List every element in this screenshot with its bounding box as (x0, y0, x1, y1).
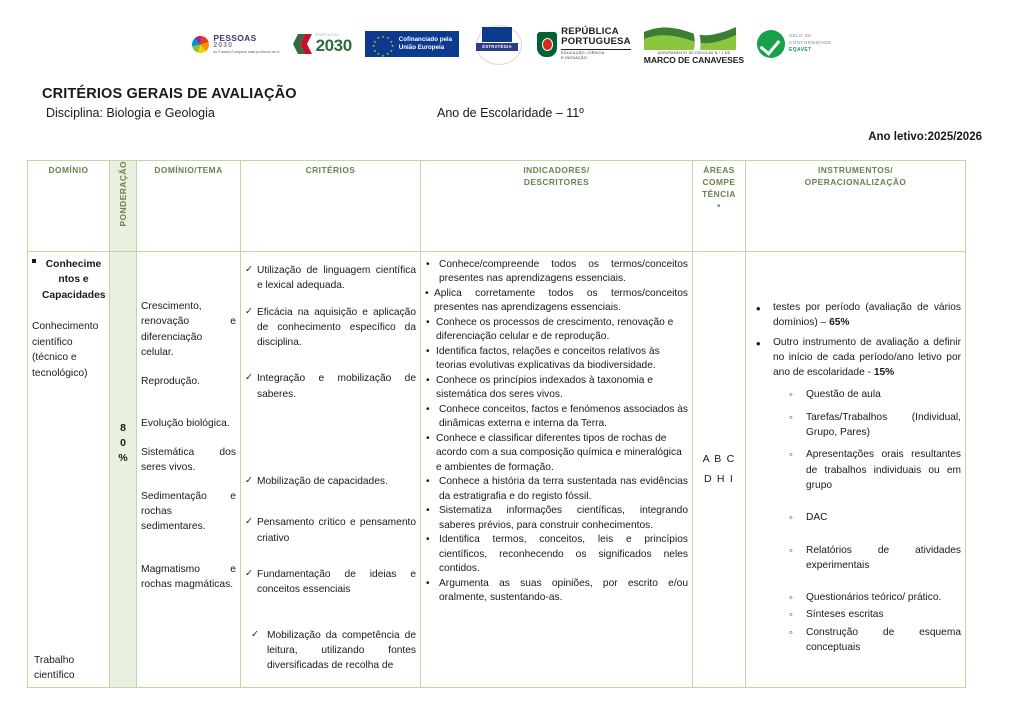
cell-dominio (28, 252, 110, 688)
table-header-row (28, 161, 966, 252)
instrumento-subitem: ◦ Construção de esquema conceptuais (773, 625, 961, 656)
tema-item: Magmatismo e rochas magmáticas. (141, 563, 236, 591)
indicador-item: • Conhece a história da terra sustentada nas evidências da estratigrafia e do registo fóssil. (425, 475, 688, 504)
column-header-indicadores (421, 161, 693, 252)
criterio-text: Mobilização da competência de leitura, utilizando fontes diversificadas de recolha de (266, 629, 416, 672)
criterio-text: Mobilização de capacidades. (256, 476, 388, 488)
portugal2030-big-label: 2030 (315, 36, 352, 56)
academic-year-label: Ano letivo:2025/2026 (868, 131, 982, 143)
logo-european-union (365, 31, 459, 58)
republica-shield-icon (537, 32, 557, 57)
checkmark-icon: ✓ (245, 516, 253, 528)
logo-strip (0, 16, 1024, 72)
instrumento-subitem: ◦ DAC (773, 510, 961, 525)
instrumento-text: testes por período (avaliação de vários domínios) – (773, 302, 961, 329)
agrupamento-hills-icon (644, 24, 736, 50)
logo-pessoas-2030 (192, 34, 279, 54)
criteria-table (27, 160, 966, 688)
criterio-item (245, 628, 416, 674)
checkmark-icon: ✓ (245, 264, 253, 275)
instrumentos-header-line2: OPERACIONALIZAÇÃO (804, 177, 907, 188)
checkmark-icon: ✓ (251, 628, 259, 640)
column-header-criterios: CRITÉRIOS (241, 161, 421, 252)
column-header-dominio: DOMÍNIO (28, 161, 110, 252)
dominio-body-line3: (técnico e (32, 352, 77, 364)
cell-areas-competencia (693, 252, 746, 688)
instrumentos-header-line1: INSTRUMENTOS/ (817, 165, 894, 175)
criterio-text: Fundamentação de ideias e conceitos essenciais (256, 568, 416, 596)
logo-republica-portuguesa (537, 27, 631, 61)
indicador-item: • Conhece e classificar diferentes tipos de rochas de acordo com a sua composição química e mineralógica e ambientes de formação. (425, 432, 688, 475)
discipline-label: Disciplina: Biologia e Geologia (46, 106, 215, 120)
pessoas-logo-line2: 2030 (213, 42, 233, 50)
indicador-item: • Conhece conceitos, factos e fenómenos associados às dinâmicas externa e interna da Terra. (425, 403, 688, 432)
cell-criterios (241, 252, 421, 688)
areas-header-line3: TÊNCIA (702, 189, 736, 200)
dominio-body-line1: Conhecimento (32, 321, 99, 333)
criterio-text: Utilização de linguagem científica e lexical adequada. (256, 265, 416, 292)
eqavet-line1: SELO DE (789, 33, 812, 39)
instrumento-text: Outro instrumento de avaliação a definir no início de cada período/ano letivo por ano de escolaridade - (773, 336, 961, 379)
indicador-item: • Conhece os processos de crescimento, renovação e diferenciação celular e de reprodução. (425, 316, 688, 345)
logo-agrupamento-escolas (644, 24, 744, 65)
dominio-heading-line3: Capacidades (42, 289, 106, 301)
ponderacao-digit-1: 8 (120, 422, 126, 434)
dominio-body-line2: científico (32, 336, 73, 348)
criterio-item (245, 515, 416, 546)
republica-line1: REPÚBLICA (561, 26, 619, 38)
criterio-item (245, 263, 416, 294)
areas-competencia-line2: D H I (704, 472, 734, 485)
column-header-ponderacao (110, 161, 137, 252)
column-header-areas-competencia (693, 161, 746, 252)
estrategia-eu-flag (482, 27, 512, 42)
instrumento-value: 15% (873, 367, 895, 379)
table-row (28, 252, 966, 688)
tema-item: Evolução biológica. (141, 418, 230, 430)
eqavet-check-icon (757, 30, 785, 58)
cell-ponderacao (110, 252, 137, 688)
instrumento-subitem: ◦ Tarefas/Trabalhos (Individual, Grupo, Pares) (773, 410, 961, 441)
instrumento-item (750, 300, 961, 331)
areas-header-line1: ÁREAS (703, 165, 735, 175)
logo-portugal-2030 (293, 33, 352, 55)
pessoas-logo-line1: PESSOAS (213, 32, 257, 43)
republica-line2: PORTUGUESA (561, 36, 631, 48)
instrumento-value: 65% (829, 317, 850, 329)
indicador-item: • Identifica factos, relações e conceitos relativos às teorias evolutivas explicativas da biodiversidade. (425, 345, 688, 374)
cell-indicadores (421, 252, 693, 688)
dominio-bottom-line1: Trabalho (34, 654, 75, 666)
dominio-bottom-line2: científico (34, 670, 75, 682)
criterio-item (245, 305, 416, 351)
pessoas-flower-icon (192, 36, 209, 53)
instrumento-subitem: ◦ Relatórios de atividades experimentais (773, 543, 961, 574)
criterio-text: Eficácia na aquisição e aplicação de conhecimento específico da disciplina. (256, 306, 416, 349)
agrupamento-line2: MARCO DE CANAVESES (643, 54, 745, 65)
eqavet-line2: CONFORMIDADE (789, 40, 832, 46)
instrumento-item (750, 335, 961, 656)
areas-competencia-line1: A B C (702, 452, 736, 465)
cell-dominio-tema (137, 252, 241, 688)
criterio-item (245, 567, 416, 598)
indicadores-header-line2: DESCRITORES (523, 177, 590, 188)
instrumento-subitem: ◦ Sínteses escritas (773, 607, 961, 622)
republica-line3: EDUCAÇÃO, CIÊNCIA (561, 50, 605, 55)
eu-cofinanced-line1: Cofinanciado pela (398, 35, 453, 43)
checkmark-icon: ✓ (245, 475, 253, 487)
checkmark-icon: ✓ (245, 305, 253, 317)
dominio-heading-line1: Conhecime (45, 259, 102, 270)
instrumento-subitem: ◦ Questão de aula (773, 387, 961, 402)
logo-eqavet (757, 30, 832, 58)
pessoas-logo-subtitle: do Fundos Europeus mais próximos de si (213, 49, 280, 54)
instrumentos-list (750, 300, 961, 655)
ponderacao-percent-sign: % (118, 452, 128, 465)
checkmark-icon: ✓ (245, 567, 253, 579)
column-header-dominio-tema: DOMÍNIO/TEMA (137, 161, 241, 252)
tema-item: Sedimentação e rochas sedimentares. (141, 490, 236, 533)
criterio-item (245, 474, 416, 489)
indicador-item: • Aplica corretamente todos os termos/conceitos presentes nas aprendizagens essenciais. (425, 287, 688, 316)
criterio-text: Integração e mobilização de saberes. (256, 373, 416, 400)
indicador-item: • Conhece/compreende todos os termos/conceitos presentes nas aprendizagens essenciais. (425, 258, 688, 287)
square-bullet-icon (32, 259, 36, 263)
dominio-bottom-text (34, 653, 75, 684)
ponderacao-digit-2: 0 (120, 437, 126, 450)
eqavet-line3: EQAVET (789, 47, 812, 54)
page-title: CRITÉRIOS GERAIS DE AVALIAÇÃO (42, 86, 297, 102)
instrumentos-sublist (773, 387, 961, 655)
indicador-item: • Argumenta as suas opiniões, por escrito e/ou oralmente, sustentando-as. (425, 577, 688, 606)
column-header-ponderacao-label: PONDERAÇÃO (117, 161, 128, 227)
school-year-level-label: Ano de Escolaridade – 11º (437, 106, 584, 120)
column-header-instrumentos (746, 161, 966, 252)
indicadores-header-line1: INDICADORES/ (523, 165, 590, 175)
dominio-heading (32, 257, 105, 303)
portugal2030-small-label: PORTUGAL (315, 32, 341, 37)
eu-stars-icon: ★ ★ ★ ★ ★ ★ ★ ★ ★ ★ ★ ★ (372, 35, 395, 58)
tema-item: Sistemática dos seres vivos. (141, 446, 236, 474)
indicador-item: • Sistematiza informações científicas, integrando saberes prévios, para construir conhecimentos. (425, 504, 688, 533)
tema-item: Crescimento, renovação e diferenciação celular. (141, 301, 236, 359)
indicador-item: • Identifica termos, conceitos, leis e princípios científicos, reconhecendo os significados neles contidos. (425, 533, 688, 576)
cell-instrumentos (746, 252, 966, 688)
areas-header-line4: * (717, 201, 721, 212)
dominio-body-line4: tecnológico) (32, 367, 88, 379)
tema-item: Reprodução. (141, 375, 200, 387)
areas-header-line2: COMPE (702, 177, 736, 188)
agrupamento-line1: AGRUPAMENTO DE ESCOLAS N.º 1 DE (657, 50, 731, 55)
dominio-heading-line2: ntos e (58, 274, 89, 286)
criterio-item (245, 371, 416, 402)
indicador-item: • Conhece os princípios indexados à taxonomia e sistemática dos seres vivos. (425, 374, 688, 403)
criterio-text: Pensamento crítico e pensamento criativo (256, 517, 416, 544)
instrumento-subitem: ◦ Questionários teórico/ prático. (773, 590, 961, 605)
checkmark-icon: ✓ (245, 372, 253, 384)
logo-estrategia (472, 24, 524, 64)
instrumento-subitem: ◦ Apresentações orais resultantes de trabalhos individuais ou em grupo (773, 447, 961, 493)
eu-cofinanced-line2: União Europeia (398, 44, 445, 51)
portugal-chevron-icon (293, 33, 313, 55)
estrategia-band-label: ESTRATÉGIA (476, 43, 518, 51)
republica-line4: E INOVAÇÃO (561, 54, 588, 60)
